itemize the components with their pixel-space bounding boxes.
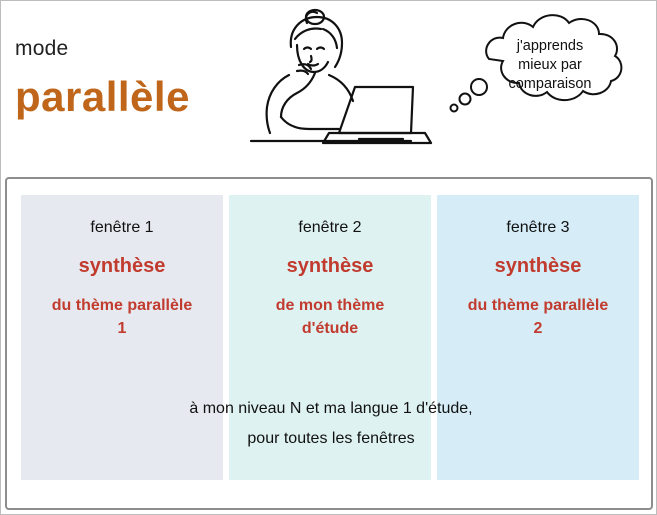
thought-bubble-text [471,37,629,94]
panel-footer-note [27,394,635,454]
theme-line-2-b: d'étude [301,320,359,337]
parallel-mode-panel [5,177,653,510]
bubble-line-2: mieux par [518,57,582,73]
synthesis-label-3: synthèse [494,255,582,277]
theme-line-1-a: du thème parallèle [51,297,193,314]
header [1,1,656,173]
page-title: parallèle [15,73,190,120]
theme-line-2-a: de mon thème [275,297,385,314]
window-label-2: fenêtre 2 [298,219,362,236]
footer-line-2: pour toutes les fenêtres [247,430,415,447]
footer-line-1: à mon niveau N et ma langue 1 d'étude, [189,400,473,417]
theme-line-3-a: du thème parallèle [467,297,609,314]
person-thinking-at-laptop-illustration [211,1,441,173]
bubble-line-3: comparaison [508,76,592,92]
theme-line-1-b: 1 [117,320,127,337]
synthesis-label-2: synthèse [286,255,374,277]
bubble-line-1: j'apprends [516,38,584,54]
window-label-3: fenêtre 3 [506,219,570,236]
synthesis-label-1: synthèse [78,255,166,277]
theme-line-3-b: 2 [533,320,543,337]
mode-label: mode [15,37,69,60]
window-label-1: fenêtre 1 [90,219,154,236]
